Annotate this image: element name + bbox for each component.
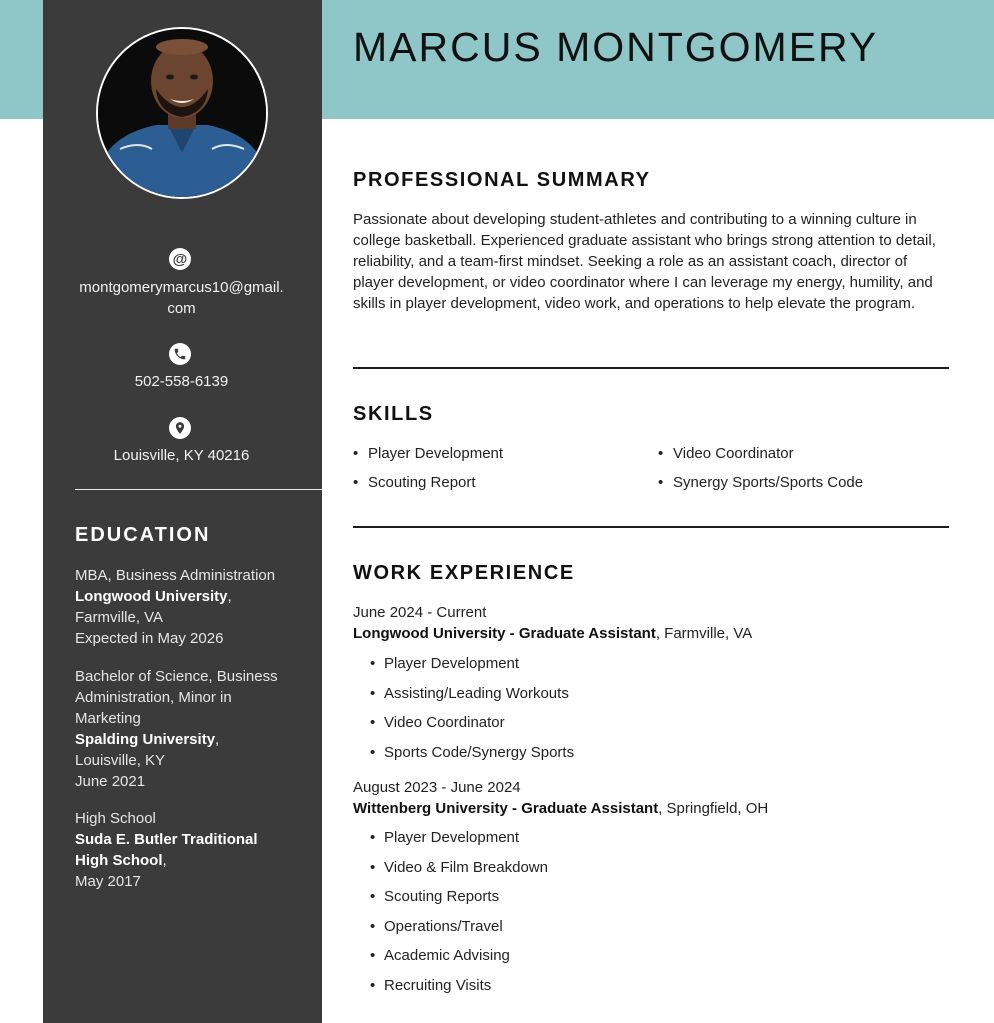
education-school-line: Spalding University, bbox=[75, 731, 220, 748]
duty-item: • Video & Film Breakdown bbox=[370, 855, 548, 885]
job-location: , Farmville, VA bbox=[655, 625, 753, 642]
education-date: Expected in May 2026 bbox=[75, 630, 224, 647]
sidebar-divider bbox=[75, 489, 322, 490]
job-org-title: Longwood University - Graduate Assistant bbox=[353, 625, 656, 642]
education-date: May 2017 bbox=[75, 873, 141, 890]
job-location: , Springfield, OH bbox=[658, 800, 769, 817]
duty-item: • Scouting Reports bbox=[370, 884, 548, 914]
contact-phone[interactable]: 502-558-6139 bbox=[134, 373, 229, 390]
contact-email[interactable] bbox=[63, 277, 300, 319]
duty-item: • Assisting/Leading Workouts bbox=[370, 681, 574, 711]
education-entry bbox=[75, 808, 275, 892]
skill-item: • Scouting Report bbox=[353, 470, 503, 499]
skills-title: SKILLS bbox=[353, 403, 434, 425]
contact-location: Louisville, KY 40216 bbox=[113, 447, 250, 464]
skill-item: • Video Coordinator bbox=[658, 441, 863, 470]
skills-list-left bbox=[353, 441, 503, 499]
summary-title: PROFESSIONAL SUMMARY bbox=[353, 169, 651, 191]
education-entry bbox=[75, 565, 295, 649]
education-school: Spalding University bbox=[75, 731, 216, 748]
job-duties bbox=[370, 651, 574, 769]
job-duties bbox=[370, 825, 548, 1002]
education-degree: Bachelor of Science, Business Administration, Minor in Marketing bbox=[75, 668, 278, 727]
job-heading bbox=[353, 798, 768, 819]
skill-item: • Synergy Sports/Sports Code bbox=[658, 470, 863, 499]
profile-photo-illustration bbox=[98, 29, 266, 197]
job-heading bbox=[353, 623, 752, 644]
contact-email-line1: montgomerymarcus10@gmail. bbox=[79, 279, 284, 296]
phone-icon bbox=[169, 343, 191, 365]
education-entry bbox=[75, 666, 295, 792]
education-title: EDUCATION bbox=[75, 524, 211, 546]
duty-item: • Video Coordinator bbox=[370, 710, 574, 740]
education-location: Louisville, KY bbox=[75, 752, 166, 769]
duty-item: • Recruiting Visits bbox=[370, 973, 548, 1003]
summary-text: Passionate about developing student-athletes and contributing to a winning culture in college basketball. Experienced graduate assistant who brings strong attention to detail, reliability, and a team-first mindset. Seeking a role as an assistant coach, director of player development, or video coordinator where I can leverage my energy, humility, and skills in player development, video work, and operations to help elevate the program. bbox=[353, 211, 936, 312]
sidebar bbox=[43, 0, 322, 1023]
experience-title: WORK EXPERIENCE bbox=[353, 562, 575, 584]
duty-item: • Sports Code/Synergy Sports bbox=[370, 740, 574, 770]
duty-item: • Player Development bbox=[370, 651, 574, 681]
duty-item: • Academic Advising bbox=[370, 943, 548, 973]
skill-item: • Player Development bbox=[353, 441, 503, 470]
job-dates: August 2023 - June 2024 bbox=[353, 779, 521, 796]
education-school: Suda E. Butler Traditional High School bbox=[75, 831, 258, 869]
section-divider bbox=[353, 526, 949, 528]
education-location: Farmville, VA bbox=[75, 609, 164, 626]
education-school-line: Suda E. Butler Traditional High School, bbox=[75, 831, 258, 869]
duty-item: • Operations/Travel bbox=[370, 914, 548, 944]
at-icon: @ bbox=[169, 248, 191, 270]
education-school: Longwood University bbox=[75, 588, 228, 605]
candidate-name: MARCUS MONTGOMERY bbox=[353, 24, 879, 70]
skills-list-right bbox=[658, 441, 863, 499]
education-date: June 2021 bbox=[75, 773, 146, 790]
job-dates: June 2024 - Current bbox=[353, 604, 487, 621]
profile-photo bbox=[96, 27, 268, 199]
education-degree: High School bbox=[75, 810, 156, 827]
education-degree: MBA, Business Administration bbox=[75, 567, 276, 584]
contact-email-line2: com bbox=[167, 300, 196, 317]
duty-item: • Player Development bbox=[370, 825, 548, 855]
section-divider bbox=[353, 367, 949, 369]
job-org-title: Wittenberg University - Graduate Assistant bbox=[353, 800, 659, 817]
education-school-line: Longwood University, bbox=[75, 588, 232, 605]
map-pin-icon bbox=[169, 417, 191, 439]
